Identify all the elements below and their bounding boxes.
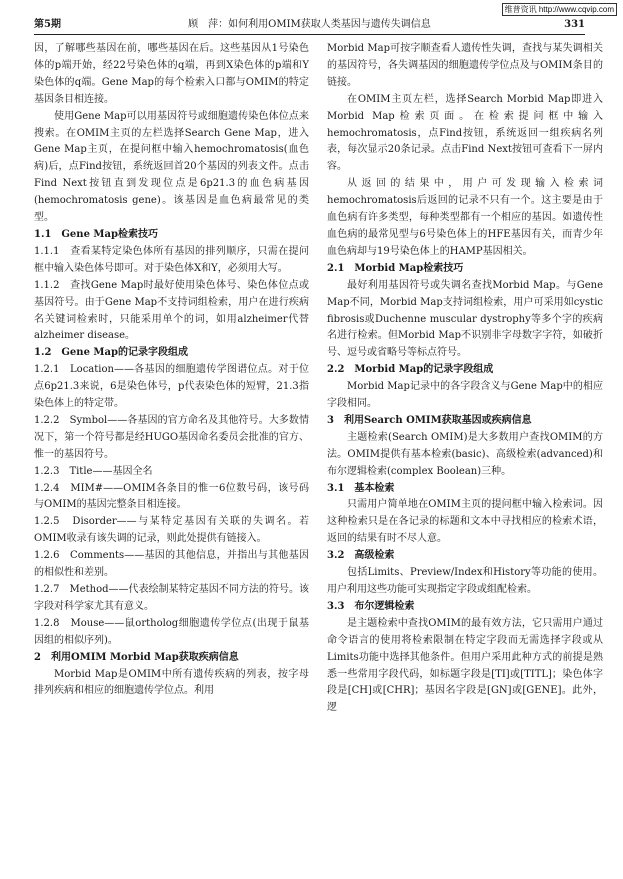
paragraph: 在OMIM主页左栏，选择Search Morbid Map即进入Morbid Map检索页面。在检索提问框中输入hemochromatosis，点Find按钮，系统返回一组疾病名列表，每次显示20条记录。点击Find Next按钮可查看下一屏内容。 [327, 93, 603, 173]
running-header [34, 16, 585, 35]
section-heading: 3.1 基本检索 [327, 482, 395, 494]
paragraph: 1.1.2 查找Gene Map时最好使用染色体号、染色体位点或基因符号。由于Gene Map不支持词组检索，用户在进行疾病名关键词检索时，只能采用单个的词，如用alzheimer代替alzheimer disease。 [34, 279, 309, 342]
paragraph: 1.2.6 Comments——基因的其他信息，并指出与其他基因的相似性和差别。 [34, 550, 309, 579]
paragraph: 1.2.8 Mouse——鼠ortholog细胞遗传学位点(出现于鼠基因组的相似序列)。 [34, 617, 309, 646]
section-heading: 2 利用OMIM Morbid Map获取疾病信息 [34, 651, 239, 663]
page-number: 331 [564, 19, 585, 30]
paragraph: 1.2.5 Disorder——与某特定基因有关联的失调名。若OMIM收录有该失调的记录，则此处提供有链接入。 [34, 516, 309, 545]
running-title: 顾 萍：如何利用OMIM获取人类基因与遗传失调信息 [188, 19, 431, 30]
paragraph: 主题检索(Search OMIM)是大多数用户查找OMIM的方法。OMIM提供有基本检索(basic)、高级检索(advanced)和布尔逻辑检索(complex Boolean)三种。 [327, 431, 603, 477]
paragraph: 1.2.7 Method——代表绘制某特定基因不同方法的符号。该字段对科学家尤其有意义。 [34, 584, 309, 612]
paragraph: 1.2.1 Location——各基因的细胞遗传学图谱位点。对于位点6p21.3来说，6是染色体号，p代表染色体的短臂，21.3指染色体上的特定带。 [34, 364, 309, 410]
watermark: 维普资讯 http://www.cqvip.com [502, 3, 617, 16]
paragraph: Morbid Map可按字顺查看人遗传性失调，查找与某失调相关的基因符号，各失调基因的细胞遗传学位点及与OMIM条目的链接。 [327, 43, 603, 88]
paragraph: 是主题检索中查找OMIM的最有效方法，它只需用户通过命令语言的使用将检索限制在特定字段而无需选择字段或从Limits功能中选择其他条件。但用户采用此种方式的前提是熟悉一些常用字段代码，如标题字段是[TI]或[TITL]；染色体字段是[CH]或[CHR]；基因名字段是[GN]或[GENE]。此外，逻 [327, 617, 603, 714]
paragraph: 包括Limits、Preview/Index和History等功能的使用。用户利用这些功能可实现指定字段或组配检索。 [327, 567, 603, 595]
paragraph: 1.2.2 Symbol——各基因的官方命名及其他符号。大多数情况下，第一个符号都是经HUGO基因命名委员会批准的官方、惟一的基因符号。 [34, 414, 309, 460]
left-column [34, 41, 309, 700]
section-heading: 3.3 布尔逻辑检索 [327, 600, 415, 612]
section-heading: 3.2 高级检索 [327, 550, 395, 562]
paragraph: 最好利用基因符号或失调名查找Morbid Map。与Gene Map不同，Morbid Map支持词组检索，用户可采用如cystic fibrosis或Duchenne muscular dystrophy等多个字的疾病名进行检索。但Morbid Map不识别非字母数字字符，如破折号、逗号或省略号等标点符号。 [327, 279, 603, 359]
section-heading: 2.1 Morbid Map检索技巧 [327, 262, 464, 274]
issue-number: 第5期 [34, 19, 61, 30]
paragraph: 1.2.3 Title——基因全名 [34, 465, 153, 477]
paragraph: 1.2.4 MIM#——OMIM各条目的惟一6位数号码，该号码与OMIM的基因完整条目相连接。 [34, 482, 309, 511]
section-heading: 1.2 Gene Map的记录字段组成 [34, 347, 188, 359]
right-column [327, 41, 603, 717]
section-heading: 1.1 Gene Map检索技巧 [34, 228, 158, 240]
paragraph: Morbid Map是OMIM中所有遗传疾病的列表，按字母排列疾病和相应的细胞遗传学位点。利用 [34, 668, 309, 697]
section-heading: 2.2 Morbid Map的记录字段组成 [327, 364, 494, 376]
paragraph: 使用Gene Map可以用基因符号或细胞遗传染色体位点来搜索。在OMIM主页的左栏选择Search Gene Map，进入Gene Map主页，在提问框中输入hemochromatosis(血色病)后，点Find按钮，系统返回首20个基因的列表文件。点击Find Next按钮直到发现位点是6p21.3的血色病基因(hemochromatosis gene)。该基因是血色病最常见的类型。 [34, 110, 309, 224]
paragraph: 因，了解哪些基因在前，哪些基因在后。这些基因从1号染色体的p端开始，经22号染色体的q端，再到X染色体的p端和Y染色体的q端。Gene Map的每个检索入口都与OMIM的特定基因条目相连接。 [34, 43, 309, 105]
paragraph: 从返回的结果中，用户可发现输入检索词hemochromatosis后返回的记录不只有一个。这主要是由于血色病有许多类型，每种类型都有一个相应的基因。如遗传性血色病的最常见型与6号染色体上的HFE基因有关，而青少年血色病却与19号染色体上的HAMP基因相关。 [327, 178, 603, 257]
section-heading: 3 利用Search OMIM获取基因或疾病信息 [327, 414, 532, 426]
paragraph: 只需用户简单地在OMIM主页的提问框中输入检索词。因这种检索只是在各记录的标题和文本中寻找相应的检索术语，返回的结果有时不尽人意。 [327, 499, 603, 545]
paragraph: Morbid Map记录中的各字段含义与Gene Map中的相应字段相同。 [327, 381, 603, 410]
paragraph: 1.1.1 查看某特定染色体所有基因的排列顺序，只需在提问框中输入染色体号即可。对于染色体X和Y，必须用大写。 [34, 245, 309, 274]
